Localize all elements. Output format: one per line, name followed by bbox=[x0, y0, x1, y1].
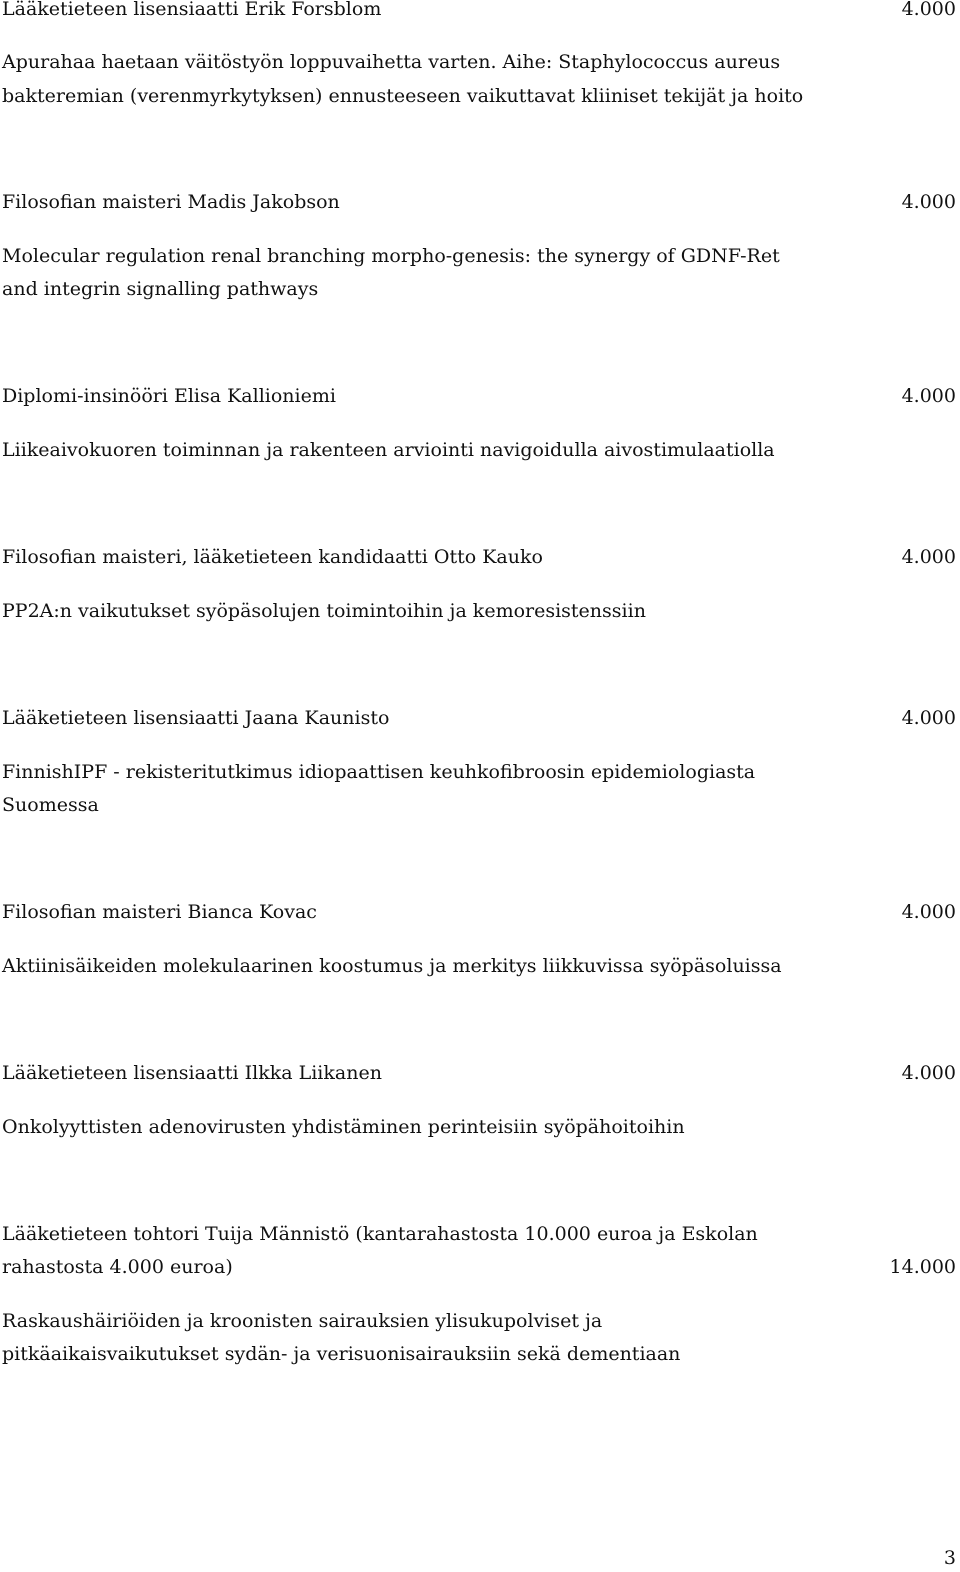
grant-amount: 4.000 bbox=[901, 191, 956, 213]
recipient-name: Lääketieteen lisensiaatti Erik Forsblom bbox=[2, 0, 382, 20]
research-topic: Molecular regulation renal branching morpho-genesis: the synergy of GDNF-Ret bbox=[2, 245, 780, 267]
research-topic: Aktiinisäikeiden molekulaarinen koostumus ja merkitys liikkuvissa syöpäsoluissa bbox=[2, 955, 782, 977]
grant-amount: 4.000 bbox=[901, 1062, 956, 1084]
research-topic: bakteremian (verenmyrkytyksen) ennusteeseen vaikuttavat kliiniset tekijät ja hoito bbox=[2, 85, 804, 107]
research-topic: FinnishIPF - rekisteritutkimus idiopaattisen keuhkofibroosin epidemiologiasta bbox=[2, 761, 756, 783]
research-topic: Liikeaivokuoren toiminnan ja rakenteen arviointi navigoidulla aivostimulaatiolla bbox=[2, 439, 775, 461]
research-topic: and integrin signalling pathways bbox=[2, 278, 319, 300]
research-topic: Apurahaa haetaan väitöstyön loppuvaihetta varten. Aihe: Staphylococcus aureus bbox=[2, 51, 781, 73]
recipient-name: Lääketieteen lisensiaatti Jaana Kaunisto bbox=[2, 707, 390, 729]
grant-amount: 4.000 bbox=[901, 546, 956, 568]
recipient-name: Diplomi-insinööri Elisa Kallioniemi bbox=[2, 385, 336, 407]
page-number: 3 bbox=[943, 1547, 956, 1569]
grant-amount: 4.000 bbox=[901, 901, 956, 923]
grant-amount: 4.000 bbox=[901, 707, 956, 729]
recipient-name: Filosofian maisteri Bianca Kovac bbox=[2, 901, 317, 923]
recipient-name: Lääketieteen tohtori Tuija Männistö (kantarahastosta 10.000 euroa ja Eskolan bbox=[2, 1223, 758, 1245]
recipient-name: Filosofian maisteri, lääketieteen kandidaatti Otto Kauko bbox=[2, 546, 543, 568]
research-topic: pitkäaikaisvaikutukset sydän- ja verisuonisairauksiin sekä dementiaan bbox=[2, 1343, 681, 1365]
grant-amount: 4.000 bbox=[901, 0, 956, 20]
recipient-name: Lääketieteen lisensiaatti Ilkka Liikanen bbox=[2, 1062, 382, 1084]
grant-amount: 14.000 bbox=[889, 1256, 956, 1278]
recipient-name: rahastosta 4.000 euroa) bbox=[2, 1256, 233, 1278]
grant-amount: 4.000 bbox=[901, 385, 956, 407]
research-topic: PP2A:n vaikutukset syöpäsolujen toimintoihin ja kemoresistenssiin bbox=[2, 600, 646, 622]
research-topic: Suomessa bbox=[2, 794, 99, 816]
research-topic: Raskaushäiriöiden ja kroonisten sairauksien ylisukupolviset ja bbox=[2, 1310, 603, 1332]
recipient-name: Filosofian maisteri Madis Jakobson bbox=[2, 191, 340, 213]
research-topic: Onkolyyttisten adenovirusten yhdistäminen perinteisiin syöpähoitoihin bbox=[2, 1116, 685, 1138]
